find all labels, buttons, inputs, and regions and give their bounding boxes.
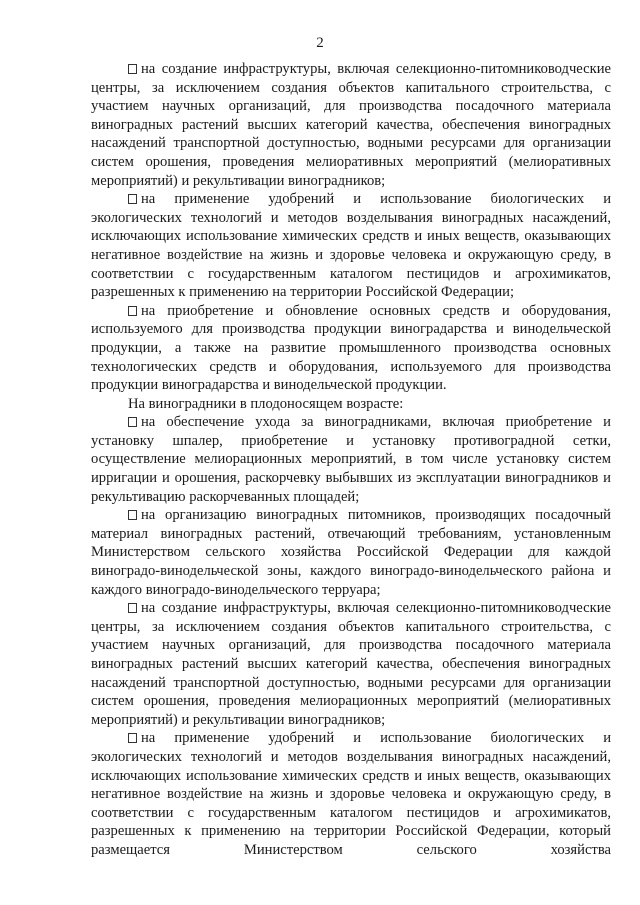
paragraph-fruiting-heading: На виноградники в плодоносящем возрасте: [128,395,404,412]
checkbox-glyph-icon [128,306,137,316]
checkbox-glyph-icon [128,510,137,520]
paragraph-infrastructure-1: на создание инфраструктуры, включая селекционно-питомниководческие центры, за исключением создания объектов капитального строительства, с участием научных организаций, для производства посадочного материала виноградных растений высших категорий качества, обеспечения виноградных насаждений транспортной доступностью, водными ресурсами для организации систем орошения, проведения мелиоративных мероприятий (мелиоративных мероприятий) и рекультивации виноградников; [91,61,611,189]
checkbox-glyph-icon [128,64,137,74]
paragraph-fertilizers-1: на применение удобрений и использование биологических и экологических технологий и методов возделывания виноградных насаждений, исключающих использование химических средств и иных веществ, оказывающих негативное воздействие на жизнь и здоровье человека и окружающую среду, в соответствии с государственным каталогом пестицидов и агрохимикатов, разрешенных к применению на территории Российской Федерации; [91,191,611,301]
paragraph-infrastructure-2: на создание инфраструктуры, включая селекционно-питомниководческие центры, за исключением создания объектов капитального строительства, с участием научных организаций, для производства посадочного материала виноградных растений высших категорий качества, обеспечения виноградных насаждений транспортной доступностью, водными ресурсами для организации систем орошения, проведения мелиорационных мероприятий (мелиоративных мероприятий) и рекультивации виноградников; [91,600,611,728]
checkbox-glyph-icon [128,733,137,743]
paragraph-fertilizers-2: на применение удобрений и использование биологических и экологических технологий и методов возделывания виноградных насаждений, исключающих использование химических средств и иных веществ, оказывающих негативное воздействие на жизнь и здоровье человека и окружающую среду, в соответствии с государственным каталогом пестицидов и агрохимикатов, разрешенных к применению на территории Российской Федерации, который размещается Министерством сельского хозяйства [91,730,611,858]
document-body [91,60,611,860]
page-number: 2 [316,35,324,51]
paragraph-care: на обеспечение ухода за виноградниками, включая приобретение и установку шпалер, приобретение и установку противоградной сетки, осуществление мелиорационных мероприятий, в том числе установку систем ирригации и орошения, раскорчевку выбывших из эксплуатации виноградников и рекультивацию раскорчеванных площадей; [91,414,611,505]
checkbox-glyph-icon [128,417,137,427]
checkbox-glyph-icon [128,603,137,613]
paragraph-equipment: на приобретение и обновление основных средств и оборудования, используемого для производства продукции виноградарства и винодельческой продукции, а также на развитие промышленного производства основных технологических средств и оборудования, используемого для производства продукции виноградарства и винодельческой продукции. [91,302,611,394]
checkbox-glyph-icon [128,194,137,204]
paragraph-nurseries: на организацию виноградных питомников, производящих посадочный материал виноградных растений, отвечающий требованиям, установленным Министерством сельского хозяйства Российской Федерации для каждой виноградо-винодельческой зоны, каждого виноградо-винодельческого района и каждого виноградо-винодельческого терруара; [91,507,611,598]
